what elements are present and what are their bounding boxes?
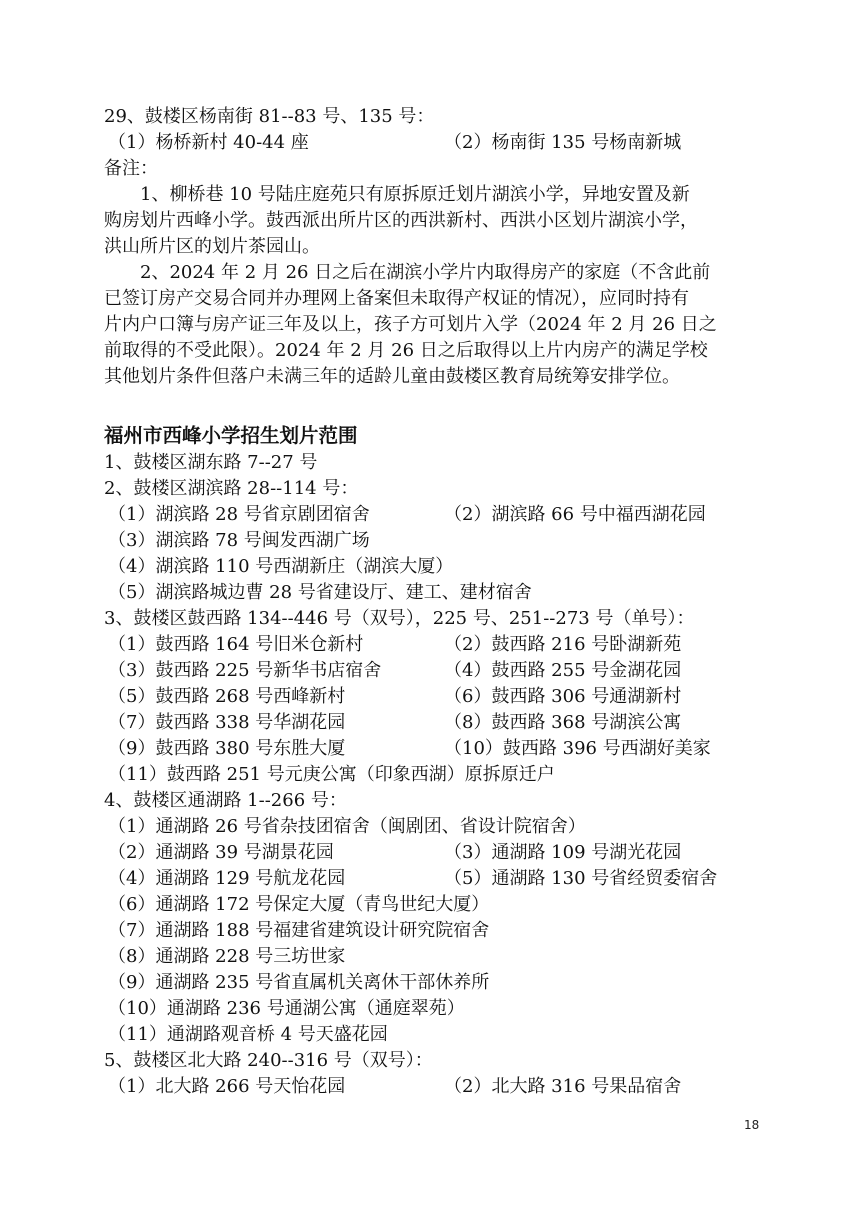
list-item: （3）鼓西路 225 号新华书店宿舍 [108,660,382,681]
list-item: （1）鼓西路 164 号旧米仓新村 [108,634,364,655]
list-item: 5、鼓楼区北大路 240--316 号（双号）： [104,1050,433,1071]
list-item: （6）鼓西路 306 号通湖新村 [444,686,682,707]
list-item: （1）杨桥新村 40-44 座 [108,132,309,153]
list-item: （3）湖滨路 78 号闽发西湖广场 [108,530,370,551]
list-item: （4）湖滨路 110 号西湖新庄（湖滨大厦） [108,556,454,577]
list-item: （5）鼓西路 268 号西峰新村 [108,686,346,707]
list-item: （2）杨南街 135 号杨南新城 [444,132,682,153]
paragraph-line: 已签订房产交易合同并办理网上备案但未取得产权证的情况），应同时持有 [104,288,689,309]
list-item: （5）湖滨路城边曹 28 号省建设厅、建工、建材宿舍 [108,582,532,603]
list-item: （2）通湖路 39 号湖景花园 [108,842,334,863]
list-item: 3、鼓楼区鼓西路 134--446 号（双号），225 号、251--273 号（单号）： [104,608,695,629]
list-item: （2）鼓西路 216 号卧湖新苑 [444,634,682,655]
list-item: 1、鼓楼区湖东路 7--27 号 [104,452,318,473]
list-item: （3）通湖路 109 号湖光花园 [444,842,682,863]
list-item: （7）通湖路 188 号福建省建筑设计研究院宿舍 [108,920,490,941]
list-item: （5）通湖路 130 号省经贸委宿舍 [444,868,718,889]
section-title: 福州市西峰小学招生划片范围 [104,424,358,447]
page-number: 18 [744,1118,760,1132]
paragraph-line: 购房划片西峰小学。鼓西派出所片区的西洪新村、西洪小区划片湖滨小学， [104,210,698,231]
list-item: （8）通湖路 228 号三坊世家 [108,946,346,967]
text-line: 29、鼓楼区杨南街 81--83 号、135 号： [104,106,435,127]
list-item: （11）鼓西路 251 号元庚公寓（印象西湖）原拆原迁户 [108,764,555,785]
list-item: （4）通湖路 129 号航龙花园 [108,868,346,889]
note-label: 备注： [104,158,158,179]
list-item: （9）鼓西路 380 号东胜大厦 [108,738,346,759]
paragraph-line: 1、柳桥巷 10 号陆庄庭苑只有原拆原迁划片湖滨小学，异地安置及新 [140,184,690,205]
list-item: （6）通湖路 172 号保定大厦（青鸟世纪大厦） [108,894,490,915]
list-item: （10）通湖路 236 号通湖公寓（通庭翠苑） [108,998,465,1019]
paragraph-line: 片内户口簿与房产证三年及以上，孩子方可划片入学（2024 年 2 月 26 日之 [104,314,717,335]
paragraph-line: 前取得的不受此限）。2024 年 2 月 26 日之后取得以上片内房产的满足学校 [104,340,708,361]
list-item: （9）通湖路 235 号省直属机关离休干部休养所 [108,972,490,993]
list-item: （10）鼓西路 396 号西湖好美家 [444,738,711,759]
list-item: （4）鼓西路 255 号金湖花园 [444,660,682,681]
list-item: （1）湖滨路 28 号省京剧团宿舍 [108,504,370,525]
list-item: （1）通湖路 26 号省杂技团宿舍（闽剧团、省设计院宿舍） [108,816,586,837]
list-item: （2）北大路 316 号果品宿舍 [444,1076,682,1097]
list-item: （11）通湖路观音桥 4 号天盛花园 [108,1024,388,1045]
list-item: 4、鼓楼区通湖路 1--266 号： [104,790,347,811]
list-item: （8）鼓西路 368 号湖滨公寓 [444,712,682,733]
paragraph-line: 其他划片条件但落户未满三年的适龄儿童由鼓楼区教育局统筹安排学位。 [104,366,680,387]
list-item: （7）鼓西路 338 号华湖花园 [108,712,346,733]
paragraph-line: 2、2024 年 2 月 26 日之后在湖滨小学片内取得房产的家庭（不含此前 [140,262,711,283]
list-item: （1）北大路 266 号天怡花园 [108,1076,346,1097]
list-item: （2）湖滨路 66 号中福西湖花园 [444,504,706,525]
list-item: 2、鼓楼区湖滨路 28--114 号： [104,478,359,499]
paragraph-line: 洪山所片区的划片茶园山。 [104,236,320,257]
